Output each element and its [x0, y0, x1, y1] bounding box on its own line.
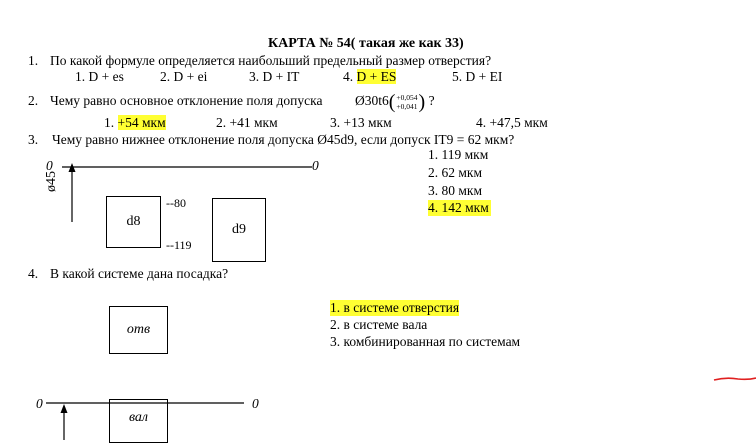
- q4-option-1[interactable]: 1. в системе отверстия: [330, 300, 460, 315]
- q2-tolerance: Ø30t6: [355, 93, 389, 108]
- q3-dimension-label: ø45: [44, 171, 59, 192]
- q3-option-1[interactable]: 1. 119 мкм: [428, 147, 489, 162]
- q4-zero-left: 0: [36, 396, 43, 411]
- q4-option-2[interactable]: 2. в системе вала: [330, 317, 428, 332]
- q1-number: 1.: [28, 53, 39, 68]
- q1-option-4-label: D + ES: [356, 69, 397, 84]
- q3-box-d8: d8: [106, 196, 161, 248]
- q2-upper-deviation: +0,054: [396, 92, 418, 102]
- q3-zero-right: 0: [312, 158, 319, 173]
- q3-box-d9: d9: [212, 198, 266, 262]
- card-title: КАРТА № 54( такая же как 33): [268, 36, 464, 51]
- q2-lower-deviation: +0,041: [396, 101, 418, 111]
- q1-option-1[interactable]: 1. D + es: [75, 69, 124, 84]
- q1-text: По какой формуле определяется наибольший предельный размер отверстия?: [50, 53, 492, 68]
- q3-option-3[interactable]: 3. 80 мкм: [428, 183, 483, 198]
- q3-zero-left: 0: [46, 158, 53, 173]
- q1-option-2[interactable]: 2. D + ei: [160, 69, 208, 84]
- q2-option-2[interactable]: 2. +41 мкм: [216, 115, 278, 130]
- q2-suffix: ?: [428, 93, 435, 108]
- q2-tolerance-expression: Ø30t6( +0,054 +0,041 ) ?: [355, 90, 435, 113]
- q3-number: 3.: [28, 132, 39, 147]
- q3-deviation-upper: --80: [166, 196, 186, 210]
- q4-text: В какой системе дана посадка?: [50, 266, 229, 281]
- red-pen-mark-icon: [714, 378, 756, 380]
- q2-option-1-prefix: 1.: [104, 115, 118, 130]
- q4-number: 4.: [28, 266, 39, 281]
- q2-option-4[interactable]: 4. +47,5 мкм: [476, 115, 548, 130]
- q4-arrow-icon: [61, 404, 68, 413]
- q2-option-3[interactable]: 3. +13 мкм: [330, 115, 392, 130]
- q3-option-2[interactable]: 2. 62 мкм: [428, 165, 483, 180]
- q3-text: Чему равно нижнее отклонение поля допуска Ø45d9, если допуск IT9 = 62 мкм?: [52, 132, 515, 147]
- q4-zero-right: 0: [252, 396, 259, 411]
- q1-option-3[interactable]: 3. D + IT: [249, 69, 300, 84]
- q4-box-hole: отв: [109, 306, 168, 354]
- q3-deviation-lower: --119: [166, 238, 192, 252]
- q1-option-5[interactable]: 5. D + EI: [452, 69, 503, 84]
- q4-box-shaft: вал: [109, 399, 168, 443]
- q4-option-3[interactable]: 3. комбинированная по системам: [330, 334, 521, 349]
- q2-text: Чему равно основное отклонение поля допуска: [50, 93, 323, 108]
- q1-option-4-prefix: 4.: [343, 69, 357, 84]
- q2-option-1-label: +54 мкм: [117, 115, 166, 130]
- q3-option-4[interactable]: 4. 142 мкм: [428, 200, 489, 215]
- q2-number: 2.: [28, 93, 39, 108]
